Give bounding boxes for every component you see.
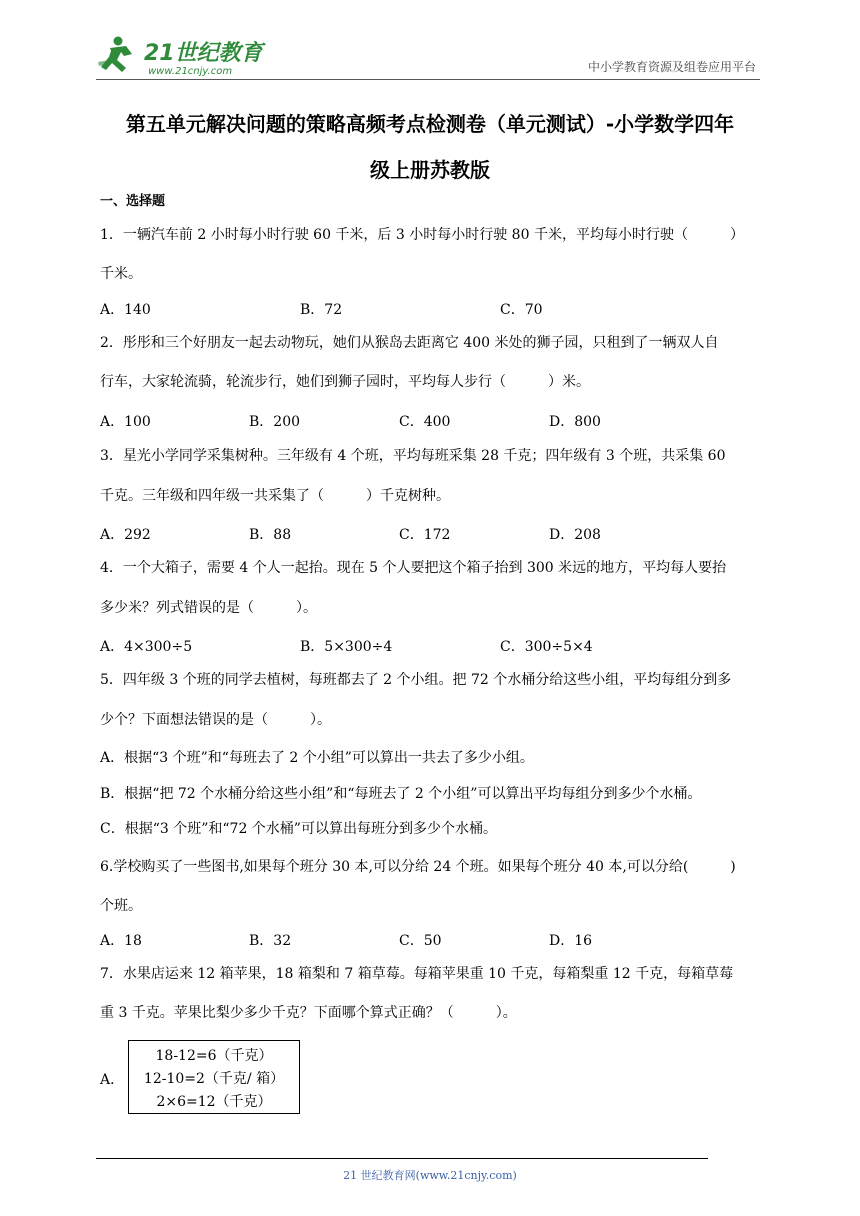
question-3-line-2: 千克。三年级和四年级一共采集了（ ）千克树种。 — [100, 488, 450, 504]
page-title-line-1: 第五单元解决问题的策略高频考点检测卷（单元测试）-小学数学四年 — [125, 112, 735, 136]
svg-text:21世纪教育: 21世纪教育 — [144, 41, 263, 66]
question-3-option-b[interactable]: B．88 — [249, 527, 292, 543]
figure-line-2: 12-10=2（千克/ 箱） — [143, 1071, 285, 1087]
question-5-line-1: 5．四年级 3 个班的同学去植树，每班都去了 2 个小组。把 72 个水桶分给这些小组，平均每组分到多 — [100, 672, 732, 688]
question-3-option-a[interactable]: A．292 — [100, 527, 151, 543]
page-title-line-2: 级上册苏教版 — [370, 158, 490, 182]
question-7-line-1: 7．水果店运来 12 箱苹果，18 箱梨和 7 箱草莓。每箱苹果重 10 千克，每箱梨重 12 千克，每箱草莓 — [100, 966, 734, 982]
question-2-option-c[interactable]: C．400 — [399, 414, 451, 430]
question-2-line-2: 行车，大家轮流骑，轮流步行，她们到狮子园时，平均每人步行（ ）米。 — [100, 374, 590, 390]
question-4-line-1: 4．一个大箱子，需要 4 个人一起抬。现在 5 个人要把这个箱子抬到 300 米远的地方，平均每人要抬 — [100, 560, 727, 576]
question-2-line-1: 2．彤彤和三个好朋友一起去动物玩，她们从猴岛去距离它 400 米处的狮子园，只租到了一辆双人自 — [100, 335, 719, 351]
question-6-option-a[interactable]: A．18 — [100, 933, 142, 949]
question-6-option-d[interactable]: D．16 — [549, 933, 593, 949]
question-7-line-2: 重 3 千克。苹果比梨少多少千克？下面哪个算式正确？（ ）。 — [100, 1005, 517, 1021]
page-footer[interactable]: 21 世纪教育网(www.21cnjy.com) — [343, 1169, 517, 1182]
question-1-line-1: 1．一辆汽车前 2 小时每小时行驶 60 千米，后 3 小时每小时行驶 80 千米，平均每小时行驶（ ） — [100, 227, 744, 243]
question-6-line-1: 6.学校购买了一些图书,如果每个班分 30 本,可以分给 24 个班。如果每个班分 40 本,可以分给( ) — [100, 859, 736, 875]
question-1-line-2: 千米。 — [100, 266, 142, 282]
section-heading: 一、选择题 — [100, 194, 166, 209]
question-7-option-a-figure — [128, 1040, 300, 1114]
logo-21cnjy — [96, 32, 266, 78]
question-2-option-a[interactable]: A．100 — [100, 414, 151, 430]
question-3-option-c[interactable]: C．172 — [399, 527, 451, 543]
figure-line-3: 2×6=12（千克） — [156, 1094, 272, 1110]
question-4-line-2: 多少米？列式错误的是（ ）。 — [100, 600, 317, 616]
question-4-option-c[interactable]: C．300÷5×4 — [500, 639, 593, 655]
question-5-line-2: 少个？下面想法错误的是（ ）。 — [100, 712, 331, 728]
question-2-option-d[interactable]: D．800 — [549, 414, 601, 430]
question-5-option-a[interactable]: A．根据“3 个班”和“每班去了 2 个小组”可以算出一共去了多少小组。 — [100, 750, 534, 766]
question-4-option-a[interactable]: A．4×300÷5 — [100, 639, 193, 655]
question-3-line-1: 3．星光小学同学采集树种。三年级有 4 个班，平均每班采集 28 千克；四年级有 3 个班，共采集 60 — [100, 448, 726, 464]
platform-label: 中小学教育资源及组卷应用平台 — [587, 60, 756, 74]
question-6-line-2: 个班。 — [100, 898, 142, 914]
question-1-option-a[interactable]: A．140 — [100, 302, 151, 318]
question-6-option-c[interactable]: C．50 — [399, 933, 442, 949]
footer-divider — [96, 1158, 708, 1159]
figure-line-1: 18-12=6（千克） — [155, 1048, 273, 1064]
question-6-option-b[interactable]: B．32 — [249, 933, 292, 949]
question-4-option-b[interactable]: B．5×300÷4 — [300, 639, 393, 655]
page-header — [96, 30, 760, 80]
question-1-option-c[interactable]: C．70 — [500, 302, 543, 318]
question-5-option-c[interactable]: C．根据“3 个班”和“72 个水桶”可以算出每班分到多少个水桶。 — [100, 821, 497, 837]
question-7-option-a[interactable]: A． — [100, 1072, 125, 1088]
question-3-option-d[interactable]: D．208 — [549, 527, 601, 543]
question-5-option-b[interactable]: B．根据“把 72 个水桶分给这些小组”和“每班去了 2 个小组”可以算出平均每组分到多少个水桶。 — [100, 786, 702, 802]
svg-text:www.21cnjy.com: www.21cnjy.com — [148, 66, 233, 77]
question-1-option-b[interactable]: B．72 — [300, 302, 343, 318]
question-2-option-b[interactable]: B．200 — [249, 414, 301, 430]
